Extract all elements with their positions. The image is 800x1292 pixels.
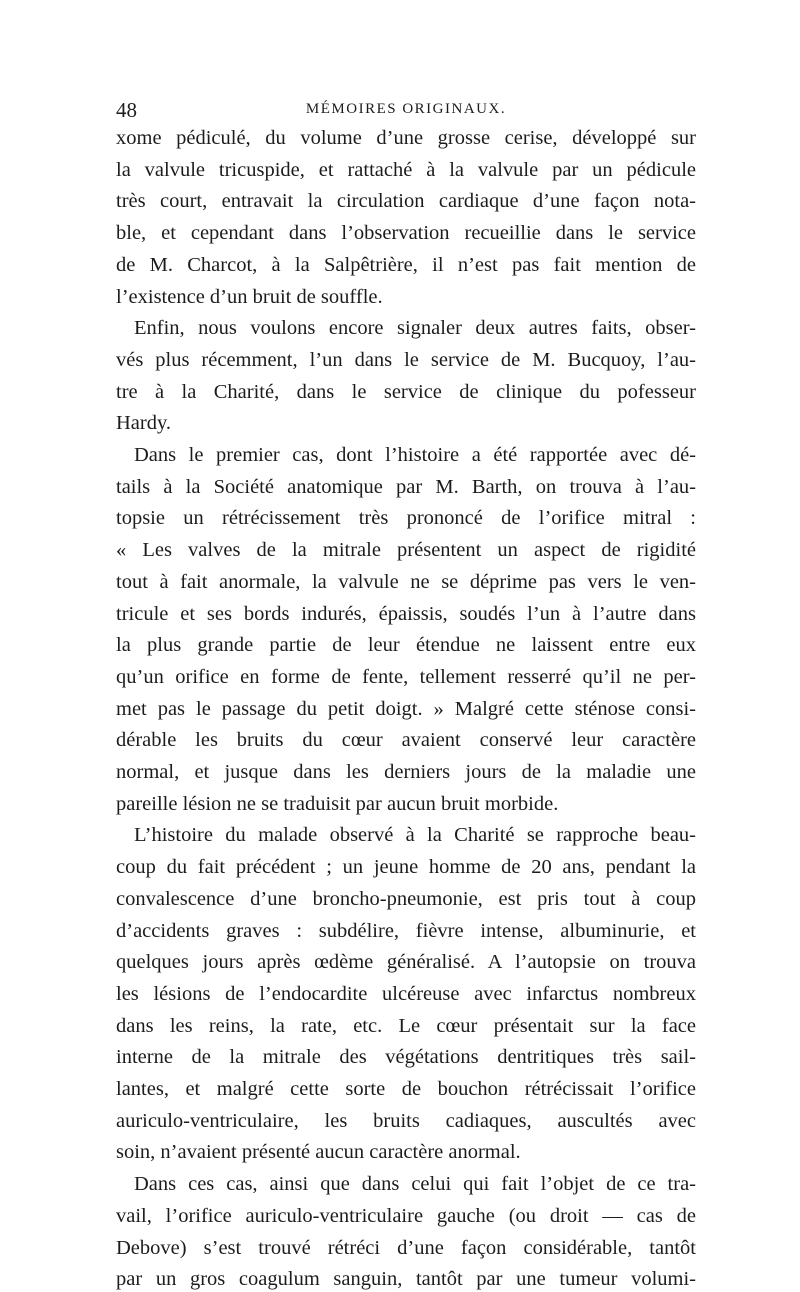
text-line: tout à fait anormale, la valvule ne se déprime pas vers le ven- [116, 570, 696, 593]
text-line: met pas le passage du petit doigt. » Malgré cette sténose consi- [116, 697, 696, 720]
text-line: Dans le premier cas, dont l’histoire a été rapportée avec dé- [134, 444, 696, 466]
text-line: de M. Charcot, à la Salpêtrière, il n’est pas fait mention de [116, 253, 696, 276]
text-line: normal, et jusque dans les derniers jours de la maladie une [116, 761, 696, 783]
text-line: ble, et cependant dans l’observation recueillie dans le service [116, 222, 696, 245]
text-line: topsie un rétrécissement très prononcé de l’orifice mitral : [116, 507, 696, 530]
text-line: « Les valves de la mitrale présentent un aspect de rigidité [116, 539, 696, 562]
text-line: tricule et ses bords indurés, épaissis, soudés l’un à l’autre dans [116, 602, 696, 625]
text-line: convalescence d’une broncho-pneumonie, est pris tout à coup [116, 887, 696, 910]
text-line: auriculo-ventriculaire, les bruits cadiaques, auscultés avec [116, 1109, 696, 1132]
text-line: interne de la mitrale des végétations dentritiques très sail- [116, 1046, 696, 1069]
text-line: pareille lésion ne se traduisit par aucun bruit morbide. [116, 792, 559, 815]
text-line: très court, entravait la circulation cardiaque d’une façon nota- [116, 190, 696, 213]
text-line: qu’un orifice en forme de fente, tellement resserré qu’il ne per- [116, 665, 696, 688]
text-line: coup du fait précédent ; un jeune homme de 20 ans, pendant la [116, 856, 696, 879]
text-line: vail, l’orifice auriculo-ventriculaire gauche (ou droit — cas de [116, 1204, 696, 1227]
text-line: dérable les bruits du cœur avaient conservé leur caractère [116, 729, 696, 752]
page-header [116, 98, 696, 122]
text-line: quelques jours après œdème généralisé. A l’autopsie on trouva [116, 951, 696, 974]
text-line: L’histoire du malade observé à la Charité se rapproche beau- [134, 824, 696, 847]
text-line: tails à la Société anatomique par M. Barth, on trouva à l’au- [116, 475, 696, 498]
text-line: Debove) s’est trouvé rétréci d’une façon considérable, tantôt [116, 1236, 696, 1259]
text-line: la valvule tricuspide, et rattaché à la valvule par un pédicule [116, 158, 696, 181]
text-line: les lésions de l’endocardite ulcéreuse avec infarctus nombreux [116, 982, 696, 1005]
text-line: lantes, et malgré cette sorte de bouchon rétrécissait l’orifice [116, 1078, 696, 1100]
text-line: soin, n’avaient présenté aucun caractère anormal. [116, 1141, 521, 1164]
text-line: d’accidents graves : subdélire, fièvre intense, albuminurie, et [116, 919, 696, 942]
text-line: Hardy. [116, 412, 172, 435]
page-number: 48 [116, 98, 137, 122]
text-line: Enfin, nous voulons encore signaler deux autres faits, obser- [134, 317, 696, 340]
text-line: xome pédiculé, du volume d’une grosse cerise, développé sur [116, 127, 696, 149]
text-line: tre à la Charité, dans le service de clinique du pofesseur [116, 380, 696, 403]
text-line: dans les reins, la rate, etc. Le cœur présentait sur la face [116, 1014, 696, 1037]
text-line: par un gros coagulum sanguin, tantôt par une tumeur volumi- [116, 1268, 696, 1291]
text-line: Dans ces cas, ainsi que dans celui qui fait l’objet de ce tra- [134, 1173, 696, 1196]
text-line: l’existence d’un bruit de souffle. [116, 285, 383, 308]
text-line: la plus grande partie de leur étendue ne laissent entre eux [116, 634, 696, 657]
text-line: vés plus récemment, l’un dans le service de M. Bucquoy, l’au- [116, 348, 696, 371]
running-title: MÉMOIRES ORIGINAUX. [305, 101, 507, 117]
